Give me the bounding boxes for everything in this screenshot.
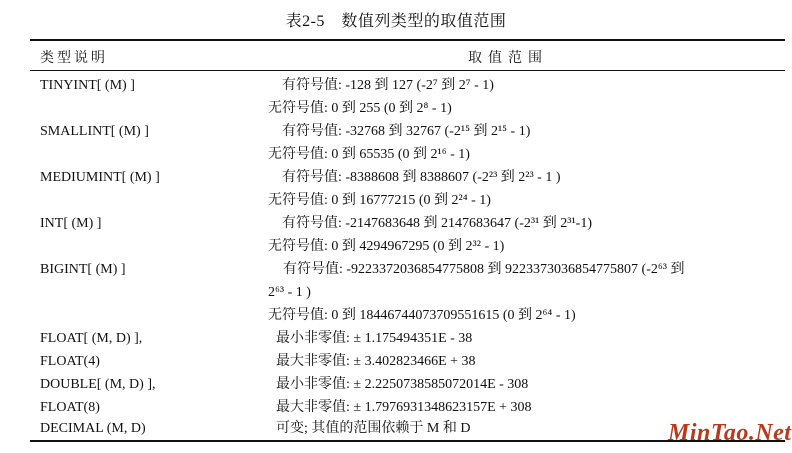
value-cell: 有符号值: -2147683648 到 2147683647 (-2³¹ 到 2³¹-1)	[282, 216, 592, 231]
table-row	[0, 236, 792, 258]
type-cell: BIGINT[ (M) ]	[40, 262, 126, 277]
value-cell: 最小非零值: ± 1.175494351E - 38	[276, 331, 473, 346]
value-cell: 无符号值: 0 到 255 (0 到 2⁸ - 1)	[268, 101, 452, 116]
type-cell: FLOAT(8)	[40, 400, 100, 415]
value-cell: 最大非零值: ± 3.402823466E + 38	[276, 354, 476, 369]
value-cell: 无符号值: 0 到 18446744073709551615 (0 到 2⁶⁴ - 1)	[268, 308, 576, 323]
top-rule	[30, 39, 785, 41]
table-row	[0, 351, 792, 373]
value-cell: 有符号值: -9223372036854775808 到 9223373036854775807 (-2⁶³ 到	[283, 262, 685, 277]
type-cell: INT[ (M) ]	[40, 216, 102, 231]
table-row	[0, 98, 792, 120]
value-cell: 无符号值: 0 到 65535 (0 到 2¹⁶ - 1)	[268, 147, 470, 162]
type-cell: SMALLINT[ (M) ]	[40, 124, 149, 139]
table-row	[0, 213, 792, 235]
value-cell: 有符号值: -32768 到 32767 (-2¹⁵ 到 2¹⁵ - 1)	[282, 124, 531, 139]
header-rule	[30, 70, 785, 71]
type-cell: FLOAT(4)	[40, 354, 100, 369]
value-cell: 最大非零值: ± 1.7976931348623157E + 308	[276, 400, 532, 415]
type-cell: FLOAT[ (M, D) ],	[40, 331, 143, 346]
table-row	[0, 328, 792, 350]
watermark-logo: MinTao.Net	[668, 420, 792, 446]
value-cell: 无符号值: 0 到 4294967295 (0 到 2³² - 1)	[268, 239, 505, 254]
value-cell: 2⁶³ - 1 )	[268, 285, 311, 300]
table-row	[0, 397, 792, 419]
type-cell: DOUBLE[ (M, D) ],	[40, 377, 156, 392]
table-row	[0, 374, 792, 396]
value-cell: 最小非零值: ± 2.2250738585072014E - 308	[276, 377, 529, 392]
table-row	[0, 190, 792, 212]
table-row	[0, 305, 792, 327]
header-type-description: 类型说明	[40, 51, 108, 66]
table-title: 表2-5 数值列类型的取值范围	[285, 13, 507, 30]
type-cell: DECIMAL (M, D)	[40, 421, 146, 436]
value-cell: 无符号值: 0 到 16777215 (0 到 2²⁴ - 1)	[268, 193, 491, 208]
table-row	[0, 259, 792, 281]
table-row	[0, 75, 792, 97]
table-row	[0, 121, 792, 143]
table-row	[0, 167, 792, 189]
table-row	[0, 282, 792, 304]
value-cell: 可变; 其值的范围依赖于 M 和 D	[276, 421, 471, 436]
table-row	[0, 144, 792, 166]
type-cell: TINYINT[ (M) ]	[40, 78, 135, 93]
value-cell: 有符号值: -8388608 到 8388607 (-2²³ 到 2²³ - 1 )	[282, 170, 561, 185]
header-value-range: 取值范围	[468, 51, 548, 66]
value-cell: 有符号值: -128 到 127 (-2⁷ 到 2⁷ - 1)	[282, 78, 494, 93]
type-cell: MEDIUMINT[ (M) ]	[40, 170, 160, 185]
